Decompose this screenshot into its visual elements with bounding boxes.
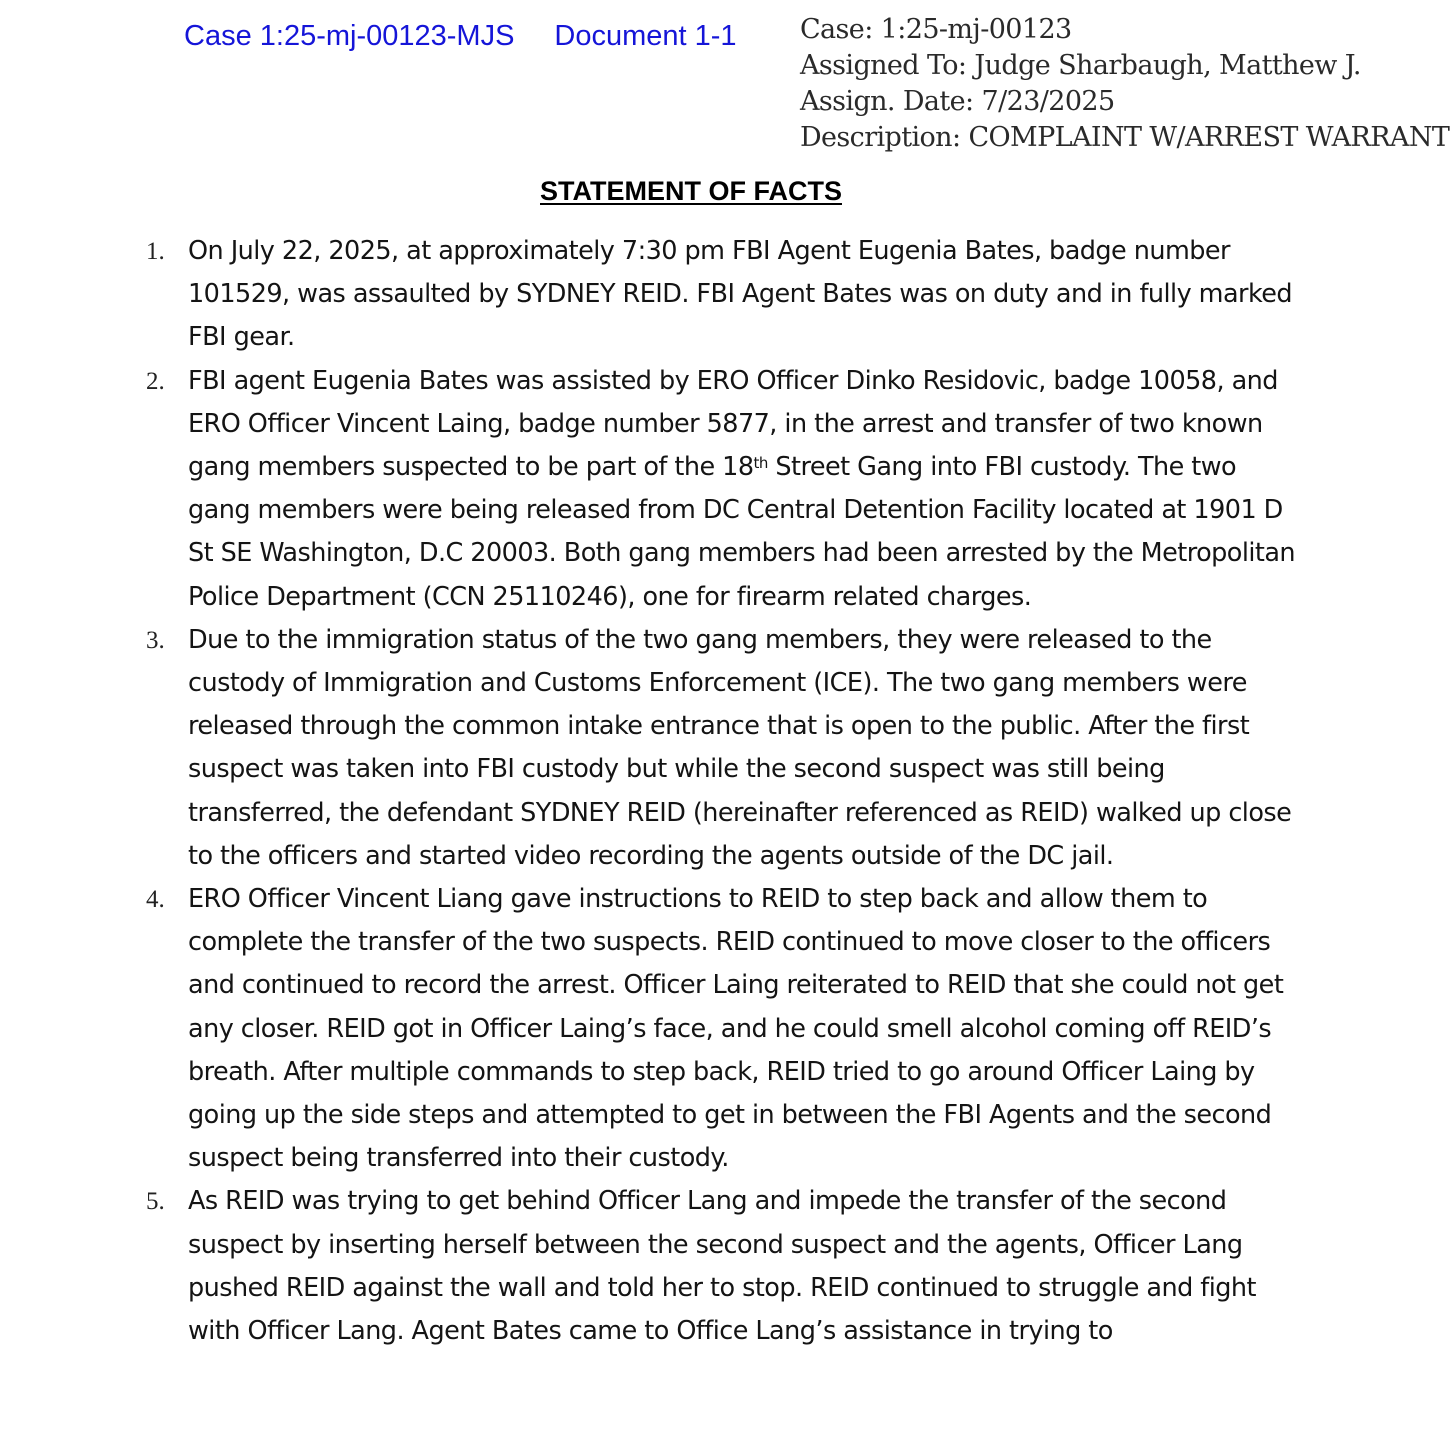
- fact-item-2: [146, 360, 1298, 619]
- fact-text: Due to the immigration status of the two gang members, they were released to the custody of Immigration and Customs Enforcement (ICE). The two gang members were released through the common intake entrance that is open to the public. After the first suspect was taken into FBI custody but while the second suspect was still being transferred, the defendant SYDNEY REID (hereinafter referenced as REID) walked up close to the officers and started video recording the agents outside of the DC jail.: [188, 624, 1292, 871]
- description-line: Description: COMPLAINT W/ARREST WARRANT: [800, 122, 1450, 153]
- fact-number: 2.: [146, 367, 165, 395]
- fact-text: [188, 360, 1298, 619]
- fact-number: 3.: [146, 626, 165, 654]
- fact-text: As REID was trying to get behind Officer Lang and impede the transfer of the second suspect by inserting herself between the second suspect and the agents, Officer Lang pushed REID against the wall and told her to stop. REID continued to struggle and fight with Officer Lang. Agent Bates came to Office Lang’s assistance in trying to: [188, 1186, 1256, 1347]
- assigned-to-line: Assigned To: Judge Sharbaugh, Matthew J.: [800, 50, 1361, 81]
- fact-text: On July 22, 2025, at approximately 7:30 pm FBI Agent Eugenia Bates, badge number 101529, was assaulted by SYDNEY REID. FBI Agent Bates was on duty and in fully marked FBI gear.: [188, 236, 1293, 353]
- fact-text-part: FBI agent Eugenia Bates was assisted by ERO Officer Dinko Residovic, badge 10058, and ERO Officer Vincent Laing, badge number 5877, in the arrest and transfer of two known gang members suspected to be part of the 18: [188, 365, 1278, 483]
- fact-item-1: [146, 230, 1298, 360]
- fact-item-5: [146, 1180, 1298, 1353]
- assign-date-line: Assign. Date: 7/23/2025: [800, 86, 1115, 117]
- case-info-block: [800, 12, 1449, 156]
- ordinal-superscript: th: [753, 454, 768, 473]
- fact-item-3: [146, 619, 1298, 878]
- fact-number: 1.: [146, 238, 165, 265]
- case-number-stamp: Case 1:25-mj-00123-MJS: [184, 20, 515, 52]
- case-line: Case: 1:25-mj-00123: [800, 14, 1072, 45]
- fact-text-part: Street Gang into FBI custody. The two gang members were being released from DC Central Detention Facility located at 1901 D St SE Washington, D.C 20003. Both gang members had been arrested by the Metropolitan Police Department (CCN 25110246), one for firearm related charges.: [188, 452, 1296, 612]
- case-stamp-header: [184, 20, 737, 53]
- facts-list: [0, 230, 1456, 1353]
- document-number-stamp: Document 1-1: [554, 20, 737, 52]
- fact-number: 4.: [146, 886, 165, 914]
- fact-item-4: [146, 878, 1298, 1180]
- fact-number: 5.: [146, 1188, 165, 1216]
- document-title: STATEMENT OF FACTS: [540, 176, 842, 206]
- fact-text: ERO Officer Vincent Liang gave instructions to REID to step back and allow them to complete the transfer of the two suspects. REID continued to move closer to the officers and continued to record the arrest. Officer Laing reiterated to REID that she could not get any closer. REID got in Officer Laing’s face, and he could smell alcohol coming off REID’s breath. After multiple commands to step back, REID tried to go around Officer Laing by going up the side steps and attempted to get in between the FBI Agents and the second suspect being transferred into their custody.: [188, 884, 1284, 1174]
